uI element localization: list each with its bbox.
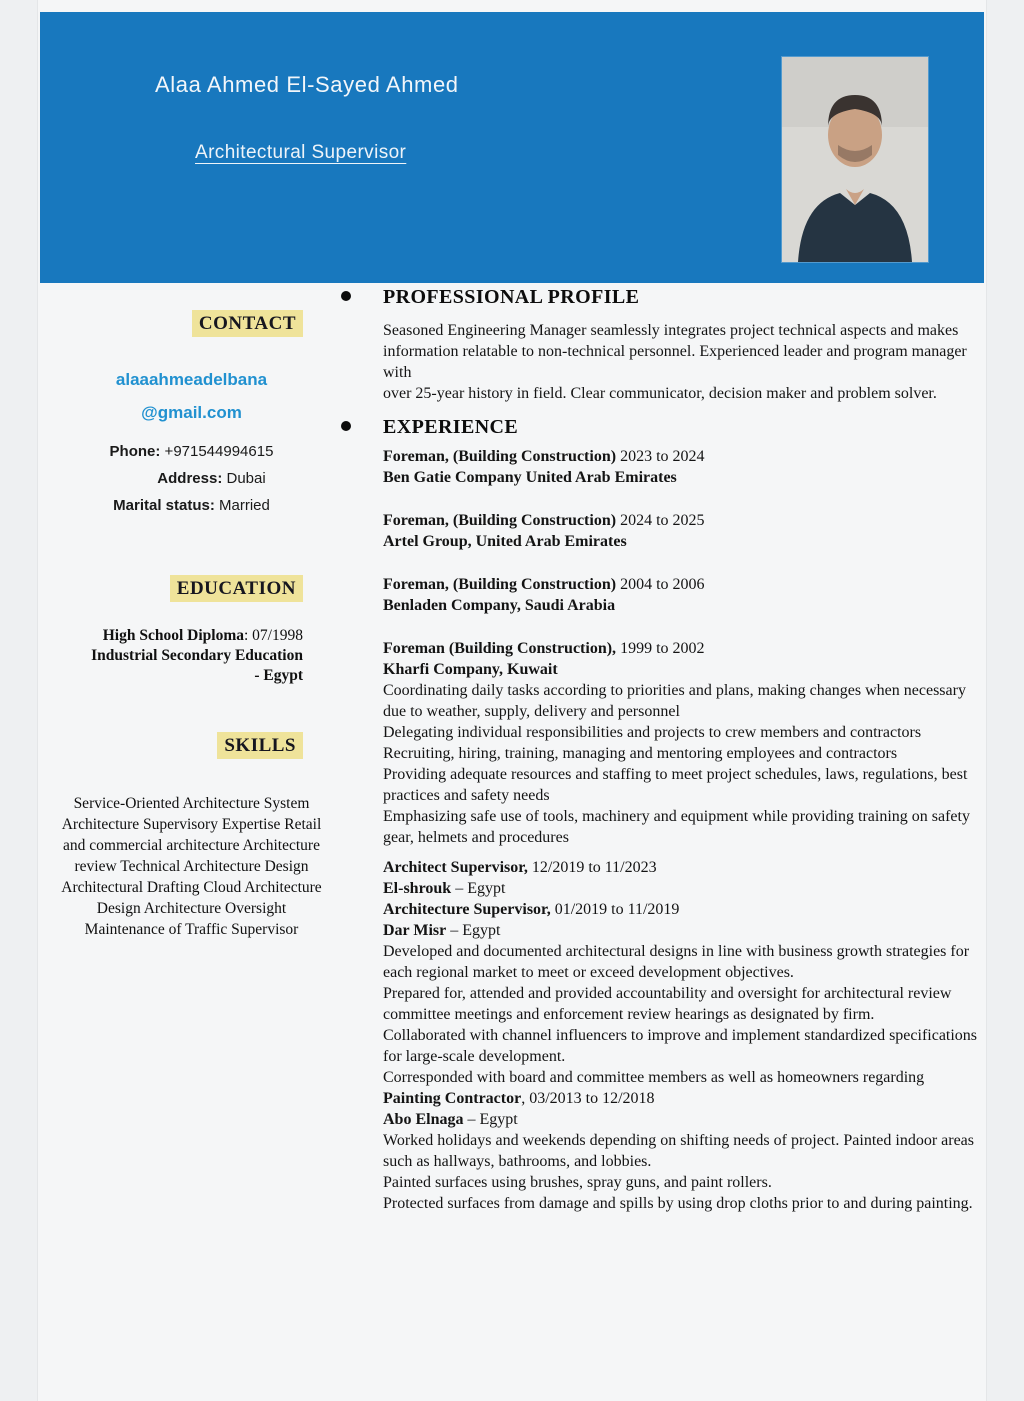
phone-label: Phone:: [109, 443, 161, 460]
experience-line: Foreman (Building Construction), 1999 to 2002: [383, 640, 705, 657]
experience-line: El-shrouk – Egypt: [383, 880, 506, 897]
experience-line: Benladen Company, Saudi Arabia: [383, 597, 616, 614]
resume-header: [40, 12, 984, 283]
portrait-silhouette: [782, 57, 928, 262]
marital-value: Married: [214, 497, 270, 514]
education-diploma-line: [38, 626, 303, 646]
email-address: [38, 363, 345, 429]
education-line3: - Egypt: [254, 667, 303, 684]
experience-line: Coordinating daily tasks according to priorities and plans, making changes when necessary due to weather, supply, delivery and personnel: [383, 682, 966, 720]
contact-heading: CONTACT: [192, 310, 303, 337]
experience-line: Delegating individual responsibilities and projects to crew members and contractors: [383, 724, 922, 741]
experience-line: Prepared for, attended and provided accountability and oversight for architectural review: [383, 985, 952, 1002]
experience-line: Developed and documented architectural designs in line with business growth strategies for each regional market to meet or exceed development objectives.: [383, 943, 970, 981]
phone-value: +971544994615: [160, 443, 274, 460]
person-title: Architectural Supervisor: [195, 142, 407, 163]
profile-paragraphs: [383, 320, 986, 404]
skills-list: Service-Oriented Architecture System Architecture Supervisory Expertise Retail and commercial architecture Architecture review Technical Architecture Design Architectural Drafting Cloud Architecture Design Architecture Oversight Maintenance of Traffic Supervisor: [61, 795, 322, 938]
profile-paragraph: information relatable to non-technical personnel. Experienced leader and program manager with: [383, 343, 967, 381]
bullet-icon: [341, 291, 351, 301]
sidebar: [38, 283, 345, 940]
address-label: Address:: [157, 470, 223, 487]
profile-paragraph: over 25-year history in field. Clear communicator, decision maker and problem solver.: [383, 385, 937, 402]
experience-line: Foreman, (Building Construction) 2024 to 2025: [383, 512, 705, 529]
experience-line: Abo Elnaga – Egypt: [383, 1111, 518, 1128]
profile-heading: PROFESSIONAL PROFILE: [383, 286, 640, 308]
experience-line: Painting Contractor, 03/2013 to 12/2018: [383, 1090, 655, 1107]
profile-paragraph: Seasoned Engineering Manager seamlessly integrates project technical aspects and makes: [383, 322, 959, 339]
email-line1: alaaahmeadelbana: [115, 370, 268, 389]
experience-line: Artel Group, United Arab Emirates: [383, 533, 627, 550]
professional-profile-section: [383, 283, 986, 404]
experience-line: Painted surfaces using brushes, spray guns, and paint rollers.: [383, 1174, 772, 1191]
address-value: Dubai: [222, 470, 266, 487]
marital-label: Marital status:: [113, 497, 215, 514]
bullet-icon: [341, 421, 351, 431]
experience-line: Foreman, (Building Construction) 2004 to 2006: [383, 576, 705, 593]
experience-line: Protected surfaces from damage and spills by using drop cloths prior to and during painting.: [383, 1195, 973, 1212]
email-line2: @gmail.com: [141, 403, 242, 422]
skills-heading: SKILLS: [217, 732, 303, 759]
diploma-date: : 07/1998: [244, 627, 303, 644]
main-column: [383, 283, 986, 1214]
experience-line: Dar Misr – Egypt: [383, 922, 501, 939]
education-line2: Industrial Secondary Education: [91, 647, 303, 664]
marital-status-line: [38, 492, 345, 519]
education-details: [38, 626, 345, 686]
experience-line: Emphasizing safe use of tools, machinery and equipment while providing training on safety gear, helmets and procedures: [383, 808, 970, 846]
experience-line: Foreman, (Building Construction) 2023 to 2024: [383, 448, 705, 465]
profile-photo: [782, 57, 928, 262]
experience-line: Recruiting, hiring, training, managing and mentoring employees and contractors: [383, 745, 898, 762]
experience-line: Providing adequate resources and staffing to meet project schedules, laws, regulations, best practices and safety needs: [383, 766, 968, 804]
phone-line: [38, 438, 345, 465]
experience-heading: EXPERIENCE: [383, 416, 519, 438]
resume-page: [38, 0, 986, 1401]
experience-lines: [383, 446, 986, 1214]
experience-line: Ben Gatie Company United Arab Emirates: [383, 469, 677, 486]
experience-line: Worked holidays and weekends depending on shifting needs of project. Painted indoor areas such as hallways, bathrooms, and lobbies.: [383, 1132, 974, 1170]
education-heading: EDUCATION: [170, 575, 303, 602]
experience-line: Corresponded with board and committee members as well as homeowners regarding: [383, 1069, 925, 1086]
diploma-title: High School Diploma: [102, 627, 244, 644]
experience-line: committee meetings and enforcement review hearings as designated by firm.: [383, 1006, 875, 1023]
experience-line: Kharfi Company, Kuwait: [383, 661, 558, 678]
experience-section: [383, 413, 986, 1214]
person-name: Alaa Ahmed El-Sayed Ahmed: [155, 72, 459, 97]
experience-line: Architecture Supervisor, 01/2019 to 11/2019: [383, 901, 680, 918]
experience-line: Architect Supervisor, 12/2019 to 11/2023: [383, 859, 657, 876]
address-line: [38, 465, 345, 492]
experience-line: Collaborated with channel influencers to improve and implement standardized specifications for large-scale development.: [383, 1027, 978, 1065]
contact-details: [38, 438, 345, 519]
